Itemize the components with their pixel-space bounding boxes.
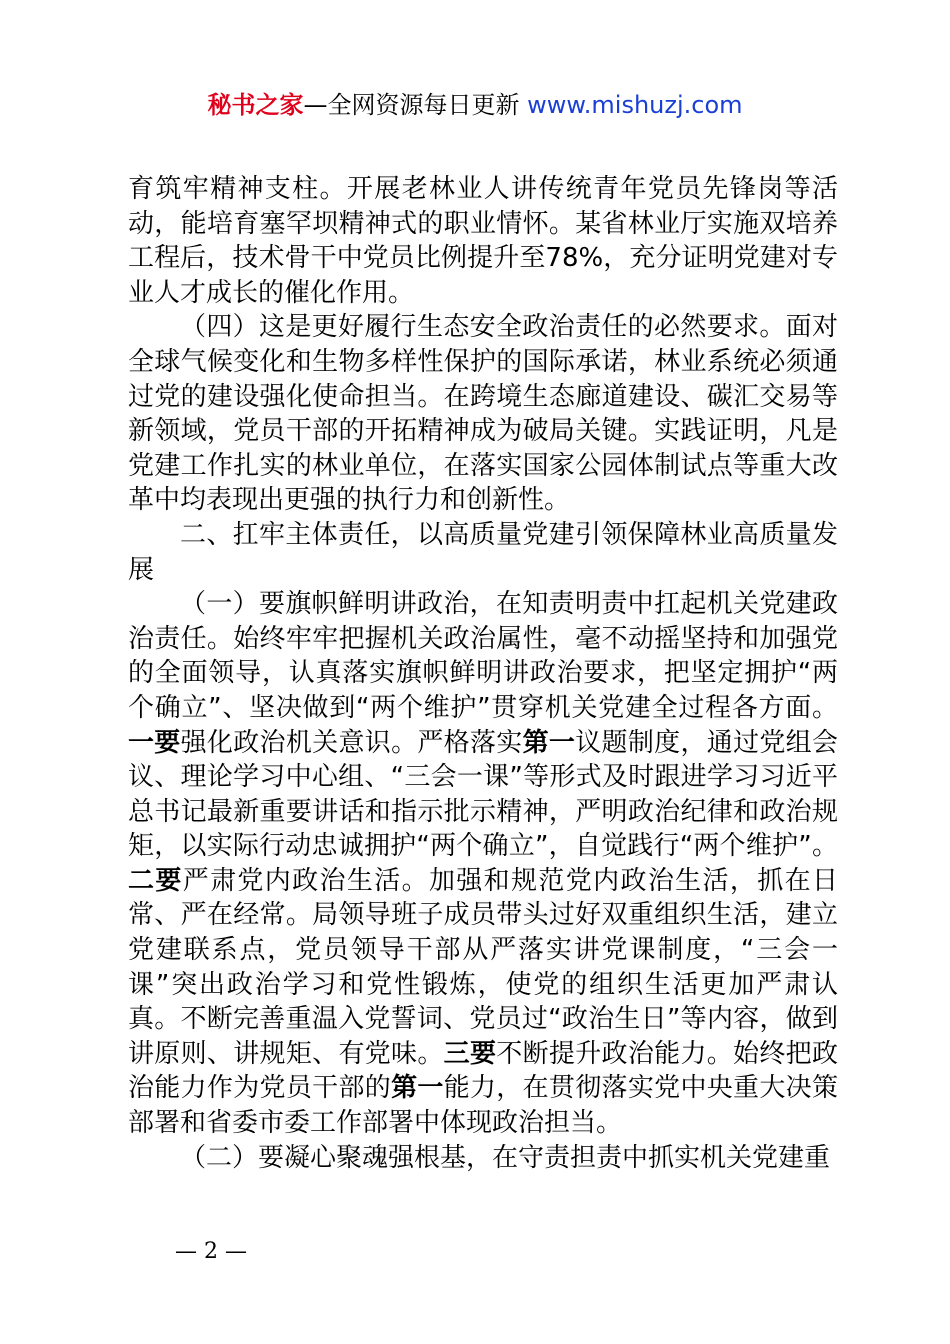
emphasis-first-agenda: 第一 (522, 727, 576, 758)
paragraph-continuation: 育筑牢精神支柱。开展老林业人讲传统青年党员先锋岗等活动，能培育塞罕坝精神式的职业情怀。某省林业厅实施双培养工程后，技术骨干中党员比例提升至78%，充分证明党建对专业人才成长的催化作用。 (128, 174, 838, 308)
site-url-link[interactable]: www.mishuzj.com (527, 91, 743, 119)
site-header-banner (0, 88, 950, 122)
emphasis-first-ability: 第一 (391, 1073, 444, 1104)
paragraph-subsection-one (128, 587, 838, 1141)
first-agenda-text: 议题制度，通过党组会议、理论学习中心组、“三会一课”等形式及时跟进学习习近平总书记最新重要讲话和指示批示精神，严明政治纪律和政治规矩，以实际行动忠诚拥护“两个确立”，自觉践行“两个维护”。 (128, 727, 838, 862)
second-point-text: 严肃党内政治生活。加强和规范党内政治生活，抓在日常、严在经常。局领导班子成员带头过好双重组织生活，建立党建联系点，党员领导干部从严落实讲党课制度，“三会一课”突出政治学习和党性锻炼，使党的组织生活更加严肃认真。不断完善重温入党誓词、党员过“政治生日”等内容，做到讲原则、讲规矩、有党味。 (128, 865, 838, 1069)
third-point-text: 不断提升政治能力。始终把政治能力作为党员干部的 (128, 1038, 838, 1104)
document-body (128, 172, 838, 1175)
section-heading-two: 二、扛牢主体责任，以高质量党建引领保障林业高质量发展 (128, 519, 838, 585)
paragraph-section-four: （四）这是更好履行生态安全政治责任的必然要求。面对全球气候变化和生物多样性保护的国际承诺，林业系统必须通过党的建设强化使命担当。在跨境生态廊道建设、碳汇交易等新领域，党员干部的开拓精神成为破局关键。实践证明，凡是党建工作扎实的林业单位，在落实国家公园体制试点等重大改革中均表现出更强的执行力和创新性。 (128, 312, 838, 516)
brand-name: 秘书之家 (207, 91, 304, 119)
header-tagline: —全网资源每日更新 (303, 91, 528, 119)
page-number: — 2 — (175, 1239, 247, 1264)
paragraph-subsection-two: （二）要凝心聚魂强根基，在守责担责中抓实机关党建重 (180, 1142, 831, 1173)
emphasis-third-point: 三要 (443, 1038, 497, 1069)
emphasis-first-point: 一要 (128, 727, 181, 758)
emphasis-second-point: 二要 (128, 865, 183, 896)
first-ability-text: 能力，在贯彻落实党中央重大决策部署和省委市委工作部署中体现政治担当。 (128, 1073, 838, 1139)
paragraph-intro-text: （一）要旗帜鲜明讲政治，在知责明责中扛起机关党建政治责任。始终牢牢把握机关政治属性，毫不动摇坚持和加强党的全面领导，认真落实旗帜鲜明讲政治要求，把坚定拥护“两个确立”、坚决做到“两个维护”贯穿机关党建全过程各方面。 (128, 589, 838, 723)
first-point-text: 强化政治机关意识。严格落实 (180, 727, 523, 758)
